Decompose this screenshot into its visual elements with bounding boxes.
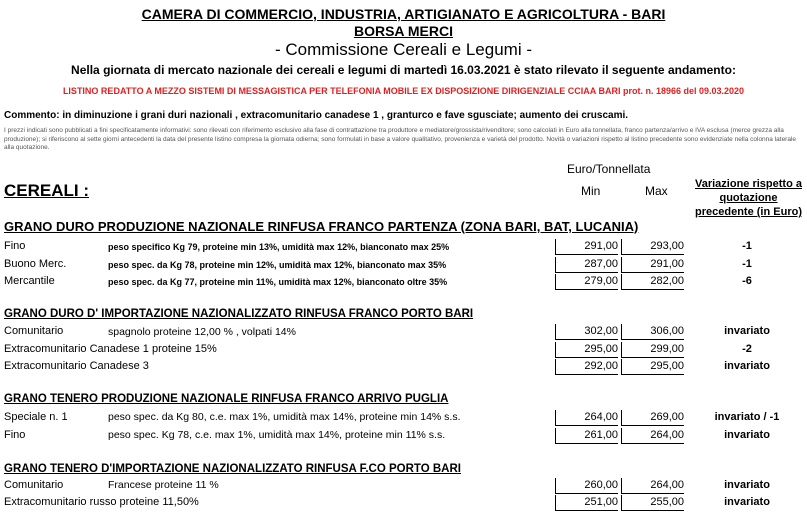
price-variation: invariato xyxy=(724,325,770,337)
row-name: Speciale n. 1 xyxy=(4,411,68,423)
row-name: Mercantile xyxy=(4,275,55,287)
price-variation: -2 xyxy=(742,343,752,355)
max-price: 264,00 xyxy=(621,428,684,444)
unit-header: Euro/Tonnellata xyxy=(567,162,651,176)
min-price: 251,00 xyxy=(555,495,618,511)
min-price: 291,00 xyxy=(555,239,618,255)
variation-header-text: Variazione rispetto a quotazione precedente (in Euro) xyxy=(695,178,802,218)
category-title: CEREALI : xyxy=(4,181,89,200)
min-price: 261,00 xyxy=(555,428,618,444)
section-title: GRANO DURO PRODUZIONE NAZIONALE RINFUSA FRANCO PARTENZA (ZONA BARI, BAT, LUCANIA) xyxy=(4,219,639,234)
max-price: 255,00 xyxy=(621,495,684,511)
price-variation: -6 xyxy=(742,275,752,287)
min-price: 279,00 xyxy=(555,274,618,290)
section-title: GRANO TENERO PRODUZIONE NAZIONALE RINFUSA FRANCO ARRIVO PUGLIA xyxy=(4,393,449,405)
max-price: 306,00 xyxy=(621,324,684,340)
commission-title: - Commissione Cereali e Legumi - xyxy=(275,40,532,59)
row-description: peso spec. da Kg 77, proteine min 11%, umidità max 12%, bianconato oltre 35% xyxy=(108,277,448,287)
max-price: 299,00 xyxy=(621,342,684,358)
max-price: 269,00 xyxy=(621,410,684,426)
price-variation: invariato xyxy=(724,496,770,508)
section-title: GRANO TENERO D'IMPORTAZIONE NAZIONALIZZATO RINFUSA F.CO PORTO BARI xyxy=(4,463,461,475)
price-variation: -1 xyxy=(742,240,752,252)
row-description: peso specifico Kg 79, proteine min 13%, umidità max 12%, bianconato max 25% xyxy=(108,242,450,252)
row-name: Comunitario xyxy=(4,479,64,491)
row-name: Buono Merc. xyxy=(4,258,67,270)
price-variation: invariato / -1 xyxy=(714,411,780,423)
chamber-title: CAMERA DI COMMERCIO, INDUSTRIA, ARTIGIANATO E AGRICOLTURA - BARI xyxy=(141,6,666,22)
max-price: 264,00 xyxy=(621,478,684,494)
row-name: Extracomunitario russo proteine 11,50% xyxy=(4,496,199,508)
market-comment: Commento: in diminuzione i grani duri nazionali , extracomunitario canadese 1 , granturco e fave sgusciate; aumento dei cruscami. xyxy=(4,110,629,121)
row-description: Francese proteine 11 % xyxy=(108,479,219,491)
market-intro: Nella giornata di mercato nazionale dei cereali e legumi di martedì 16.03.2021 è stato rilevato il seguente andamento: xyxy=(71,63,736,77)
fine-print: I prezzi indicati sono pubblicati a fini specificatamente informativi: sono rilevati con riferimento esclusivo alla fase di contrattazione tra produttore e mediatore/grossista/rivenditore; sono calcolati in Euro alla tonnellata, franco partenza/arrivo e IVA esclusa (merce grezza alla produzione); si riferiscono al sette giorni antecedenti la data del presente listino compresa la giornata odierna; sono formulati in base a valore qualitativo, provenienza e varietà del prodotto. Novità o variazioni rispetto al listino precedente sono evidenziate nella colonna laterale alla quotazione. xyxy=(4,127,797,151)
price-variation: invariato xyxy=(724,360,770,372)
row-name: Extracomunitario Canadese 1 proteine 15% xyxy=(4,343,217,355)
min-price: 302,00 xyxy=(555,324,618,340)
row-description: peso spec. da Kg 78, proteine min 12%, umidità max 12%, bianconato max 35% xyxy=(108,260,447,270)
row-name: Extracomunitario Canadese 3 xyxy=(4,360,149,372)
section-title: GRANO DURO D' IMPORTAZIONE NAZIONALIZZATO RINFUSA FRANCO PORTO BARI xyxy=(4,308,474,320)
min-price: 260,00 xyxy=(555,478,618,494)
price-variation: invariato xyxy=(724,429,770,441)
min-price: 295,00 xyxy=(555,342,618,358)
max-price: 282,00 xyxy=(621,274,684,290)
min-price: 292,00 xyxy=(555,359,618,375)
row-description: spagnolo proteine 12,00 % , volpati 14% xyxy=(108,326,296,338)
row-name: Fino xyxy=(4,240,26,252)
variation-header xyxy=(690,177,807,219)
row-description: peso spec. da Kg 80, c.e. max 1%, umidità max 14%, proteine min 14% s.s. xyxy=(108,411,461,423)
max-price: 291,00 xyxy=(621,257,684,273)
max-price: 295,00 xyxy=(621,359,684,375)
price-variation: invariato xyxy=(724,479,770,491)
row-name: Fino xyxy=(4,429,26,441)
min-header: Min xyxy=(581,184,601,198)
max-price: 293,00 xyxy=(621,239,684,255)
max-header: Max xyxy=(645,184,668,198)
row-description: peso spec. Kg 78, c.e. max 1%, umidità max 14%, proteine min 11% s.s. xyxy=(108,429,446,441)
red-notice: LISTINO REDATTO A MEZZO SISTEMI DI MESSAGISTICA PER TELEFONIA MOBILE EX DISPOSIZIONE DIRIGENZIALE CCIAA BARI prot. n. 18966 del 09.03.2020 xyxy=(62,86,745,96)
min-price: 287,00 xyxy=(555,257,618,273)
row-name: Comunitario xyxy=(4,325,64,337)
min-price: 264,00 xyxy=(555,410,618,426)
exchange-title: BORSA MERCI xyxy=(353,23,454,39)
price-variation: -1 xyxy=(742,258,752,270)
